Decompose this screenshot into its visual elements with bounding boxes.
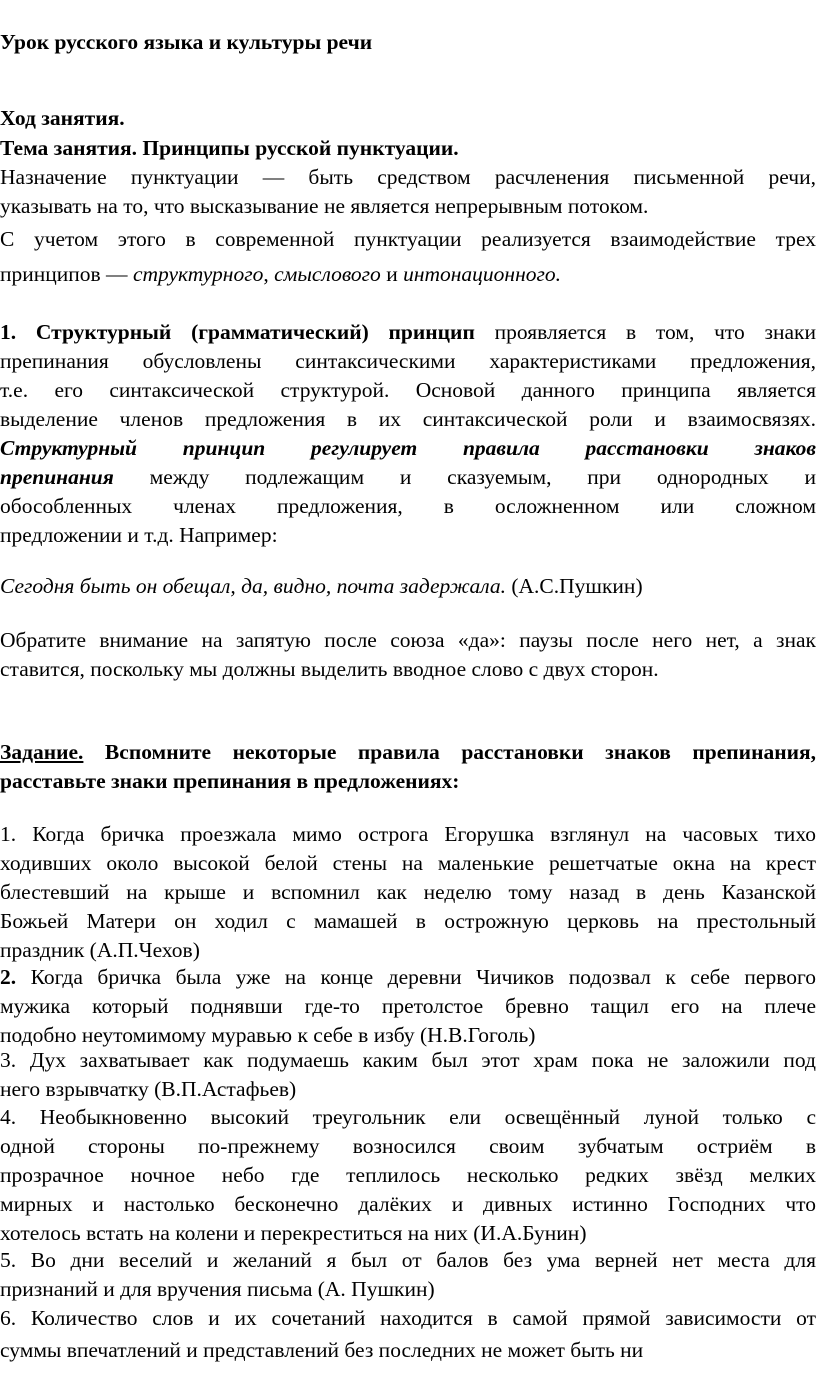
- exercise-line: ходивших около высокой белой стены на маленькие решетчатые окна на крест: [0, 851, 816, 875]
- exercise-line: хотелось встать на колени и перекреститься на них (И.А.Бунин): [0, 1221, 587, 1245]
- exercise-line: мирных и настолько бесконечно далёких и дивных истинно Господних что: [0, 1192, 816, 1216]
- example-quote: Сегодня быть он обещал, да, видно, почта задержала.: [0, 574, 506, 598]
- intro-text: ,: [263, 262, 275, 286]
- example-line: [0, 572, 816, 600]
- exercise-line: Божьей Матери он ходил с мамашей в острожную церковь на престольный: [0, 909, 816, 933]
- intonation-term: интонационного.: [403, 262, 562, 286]
- exercise-line: одной стороны по-прежнему возносился своим зубчатым остриём в: [0, 1134, 816, 1158]
- principle-line: [0, 463, 816, 491]
- exercise-number: 2.: [0, 965, 17, 989]
- principle-line: Структурный принцип регулирует правила расстановки знаков: [0, 436, 816, 460]
- intro-text: принципов —: [0, 262, 133, 286]
- note-line: Обратите внимание на запятую после союза «да»: паузы после него нет, а знак: [0, 628, 816, 652]
- note-line: ставится, поскольку мы должны выделить вводное слово с двух сторон.: [0, 657, 659, 681]
- example-author: (А.С.Пушкин): [506, 574, 643, 598]
- exercise-line: него взрывчатку (В.П.Астафьев): [0, 1077, 297, 1101]
- exercise-line: 6. Количество слов и их сочетаний находится в самой прямой зависимости от: [0, 1306, 816, 1330]
- principle-emphasis: препинания: [0, 465, 114, 489]
- structural-term: структурного: [132, 262, 264, 286]
- document-title: Урок русского языка и культуры речи: [0, 30, 373, 54]
- principle-line: выделение членов предложения в их синтаксической роли и взаимосвязях.: [0, 407, 816, 431]
- course-heading: Ход занятия.: [0, 106, 125, 130]
- task-label: Задание.: [0, 740, 84, 764]
- exercise-line: праздник (А.П.Чехов): [0, 938, 200, 962]
- semantic-term: смыслового: [274, 262, 381, 286]
- principle-line: обособленных членах предложения, в осложненном или сложном: [0, 494, 816, 518]
- topic-heading: Тема занятия. Принципы русской пунктуации.: [0, 136, 459, 160]
- task-line: [0, 738, 816, 766]
- exercise-line: мужика который поднявши где-то претолстое бревно тащил его на плече: [0, 994, 816, 1018]
- task-line: расставьте знаки препинания в предложениях:: [0, 769, 460, 793]
- exercise-line: 5. Во дни веселий и желаний я был от балов без ума верней нет места для: [0, 1248, 816, 1272]
- exercise-line: [0, 963, 816, 991]
- exercise-line: прозрачное ночное небо где теплилось несколько редких звёзд мелких: [0, 1163, 816, 1187]
- intro-line: [0, 260, 816, 288]
- principle-line: т.е. его синтаксической структурой. Основой данного принципа является: [0, 378, 816, 402]
- intro-line: С учетом этого в современной пунктуации реализуется взаимодействие трех: [0, 227, 816, 251]
- principle-heading: 1. Структурный (грамматический) принцип: [0, 320, 475, 344]
- exercise-line: 1. Когда бричка проезжала мимо острога Егорушка взглянул на часовых тихо: [0, 822, 816, 846]
- intro-line: Назначение пунктуации — быть средством расчленения письменной речи,: [0, 165, 816, 189]
- principle-text: проявляется в том, что знаки: [474, 320, 816, 344]
- principle-line: препинания обусловлены синтаксическими характеристиками предложения,: [0, 349, 816, 373]
- principle-text: между подлежащим и сказуемым, при однородных и: [113, 465, 816, 489]
- exercise-line: подобно неутомимому муравью к себе в избу (Н.В.Гоголь): [0, 1023, 536, 1047]
- exercise-line: 4. Необыкновенно высокий треугольник ели освещённый луной только с: [0, 1105, 816, 1129]
- exercise-text: Когда бричка была уже на конце деревни Чичиков подозвал к себе первого: [16, 965, 816, 989]
- exercise-line: признаний и для вручения письма (А. Пушкин): [0, 1277, 435, 1301]
- task-text: Вспомните некоторые правила расстановки знаков препинания,: [83, 740, 816, 764]
- intro-line: указывать на то, что высказывание не является непрерывным потоком.: [0, 194, 649, 218]
- exercise-line: 3. Дух захватывает как подумаешь каким был этот храм пока не заложили под: [0, 1048, 816, 1072]
- intro-text: и: [380, 262, 404, 286]
- principle-line: [0, 318, 816, 346]
- exercise-line: блестевший на крыше и вспомнил как неделю тому назад в день Казанской: [0, 880, 816, 904]
- principle-line: предложении и т.д. Например:: [0, 523, 278, 547]
- exercise-line: суммы впечатлений и представлений без последних не может быть ни: [0, 1338, 644, 1362]
